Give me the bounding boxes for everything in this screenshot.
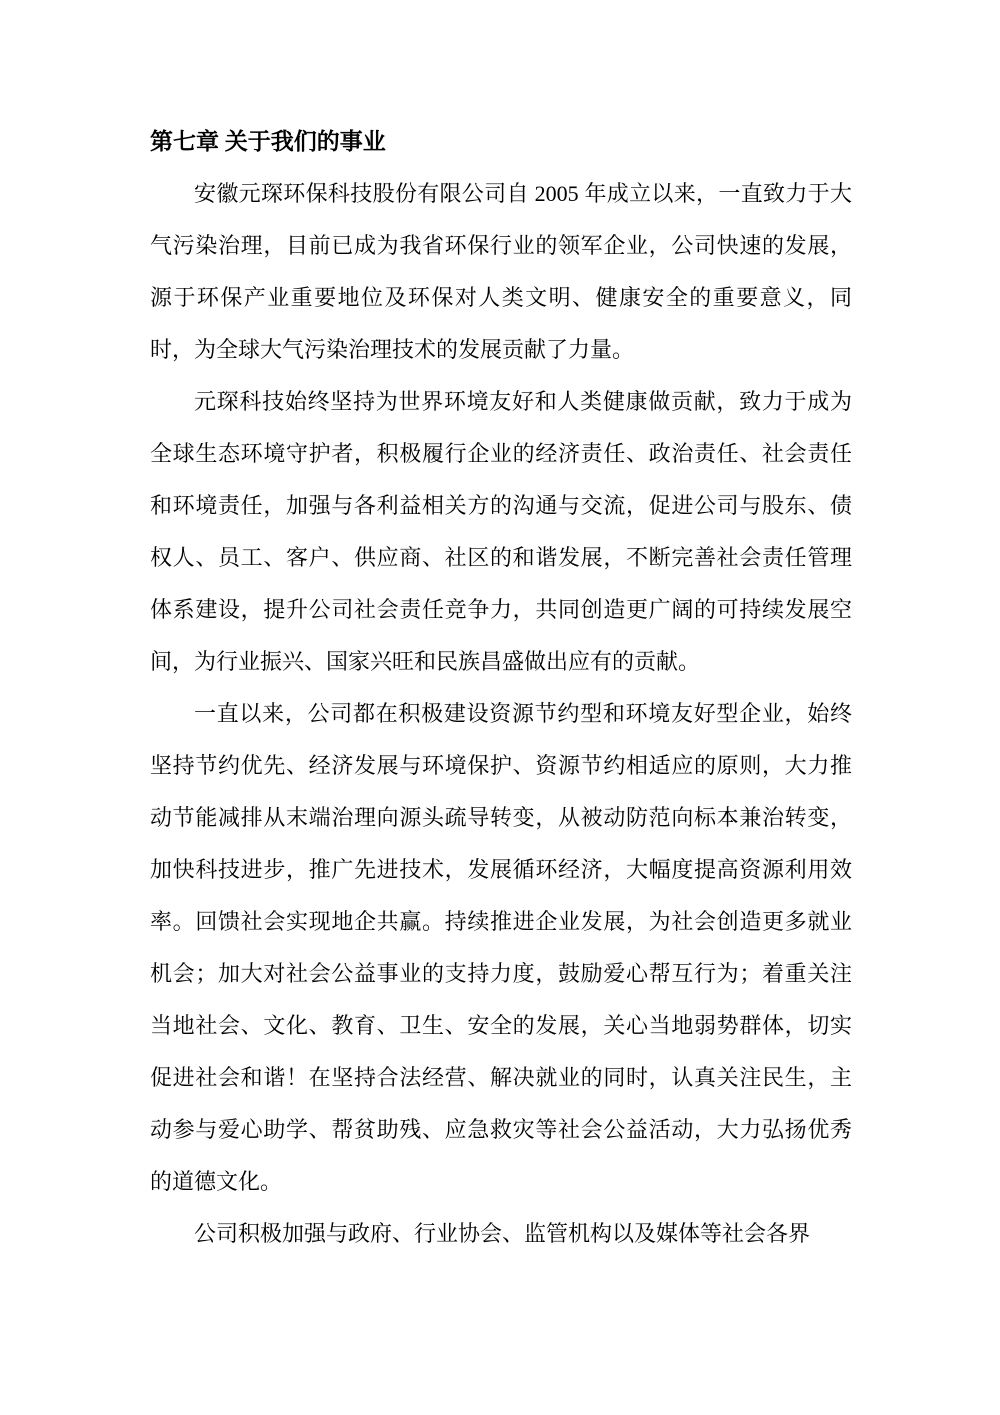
paragraph-stakeholders-partial: 公司积极加强与政府、行业协会、监管机构以及媒体等社会各界 [194, 1221, 811, 1246]
paragraph-resource-saving: 一直以来，公司都在积极建设资源节约型和环境友好型企业，始终坚持节约优先、经济发展与环境保护、资源节约相适应的原则，大力推动节能减排从末端治理向源头疏导转变，从被动防范向标本兼治转变，加快科技进步，推广先进技术，发展循环经济，大幅度提高资源利用效率。回馈社会实现地企共赢。持续推进企业发展，为社会创造更多就业机会；加大对社会公益事业的支持力度，鼓励爱心帮互行为；着重关注当地社会、文化、教育、卫生、安全的发展，关心当地弱势群体，切实促进社会和谐！在坚持合法经营、解决就业的同时，认真关注民生，主动参与爱心助学、帮贫助残、应急救灾等社会公益活动，大力弘扬优秀的道德文化。 [150, 701, 852, 1194]
chapter-title: 第七章 关于我们的事业 [150, 129, 386, 154]
paragraph-responsibility: 元琛科技始终坚持为世界环境友好和人类健康做贡献，致力于成为全球生态环境守护者，积极履行企业的经济责任、政治责任、社会责任和环境责任，加强与各利益相关方的沟通与交流，促进公司与股东、债权人、员工、客户、供应商、社区的和谐发展，不断完善社会责任管理体系建设，提升公司社会责任竞争力，共同创造更广阔的可持续发展空间，为行业振兴、国家兴旺和民族昌盛做出应有的贡献。 [150, 389, 852, 674]
paragraph-company-intro: 安徽元琛环保科技股份有限公司自 2005 年成立以来，一直致力于大气污染治理，目前已成为我省环保行业的领军企业，公司快速的发展，源于环保产业重要地位及环保对人类文明、健康安全的重要意义，同时，为全球大气污染治理技术的发展贡献了力量。 [150, 181, 852, 362]
